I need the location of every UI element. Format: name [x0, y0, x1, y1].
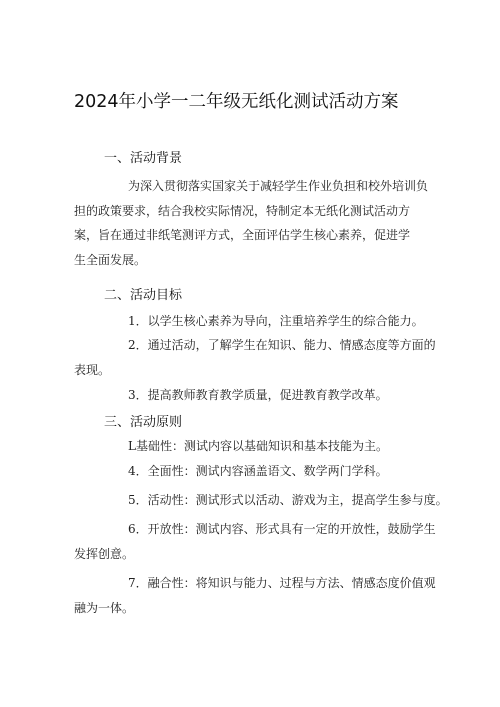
paragraph-principle-7: [74, 571, 436, 620]
paragraph-line: 3．提高教师教育教学质量，促进教育教学改革。: [128, 388, 388, 402]
paragraph-line: 担的政策要求，结合我校实际情况，特制定本无纸化测试活动方: [74, 203, 411, 218]
paragraph-principle-6: [74, 517, 436, 566]
paragraph-background: [74, 174, 434, 272]
paragraph-goal-2: [74, 333, 436, 382]
paragraph-goal-3: [104, 383, 434, 408]
document-title: 2024年小学一二年级无纸化测试活动方案: [74, 92, 399, 112]
paragraph-line: 6．开放性：测试内容、形式具有一定的开放性，鼓励学生: [128, 522, 436, 536]
paragraph-line: 1．以学生核心素养为导向，注重培养学生的综合能力。: [128, 314, 424, 328]
paragraph-principle-4: [104, 459, 434, 484]
paragraph-line: 发挥创意。: [74, 546, 135, 561]
section-heading-goals: 二、活动目标: [104, 288, 183, 303]
paragraph-principle-5: [104, 488, 448, 513]
paragraph-goal-1: [104, 309, 434, 334]
paragraph-line: 案，旨在通过非纸笔测评方式，全面评估学生核心素养，促进学: [74, 228, 411, 242]
paragraph-line: 4．全面性：测试内容涵盖语文、数学两门学科。: [128, 464, 388, 478]
paragraph-line: 表现。: [74, 362, 111, 377]
section-heading-background: 一、活动背景: [104, 151, 183, 166]
paragraph-principle-1: [104, 434, 434, 459]
section-heading-principles: 三、活动原则: [104, 415, 183, 430]
paragraph-line: 融为一体。: [74, 600, 135, 615]
paragraph-line: 为深入贯彻落实国家关于减轻学生作业负担和校外培训负: [128, 179, 429, 193]
paragraph-line: 7．融合性：将知识与能力、过程与方法、情感态度价值观: [128, 576, 436, 590]
paragraph-line: 2．通过活动，了解学生在知识、能力、情感态度等方面的: [128, 338, 436, 352]
paragraph-line: 5．活动性：测试形式以活动、游戏为主，提高学生参与度。: [128, 493, 448, 507]
paragraph-line: 生全面发展。: [74, 252, 147, 267]
paragraph-line: L基础性：测试内容以基础知识和基本技能为主。: [128, 439, 388, 453]
